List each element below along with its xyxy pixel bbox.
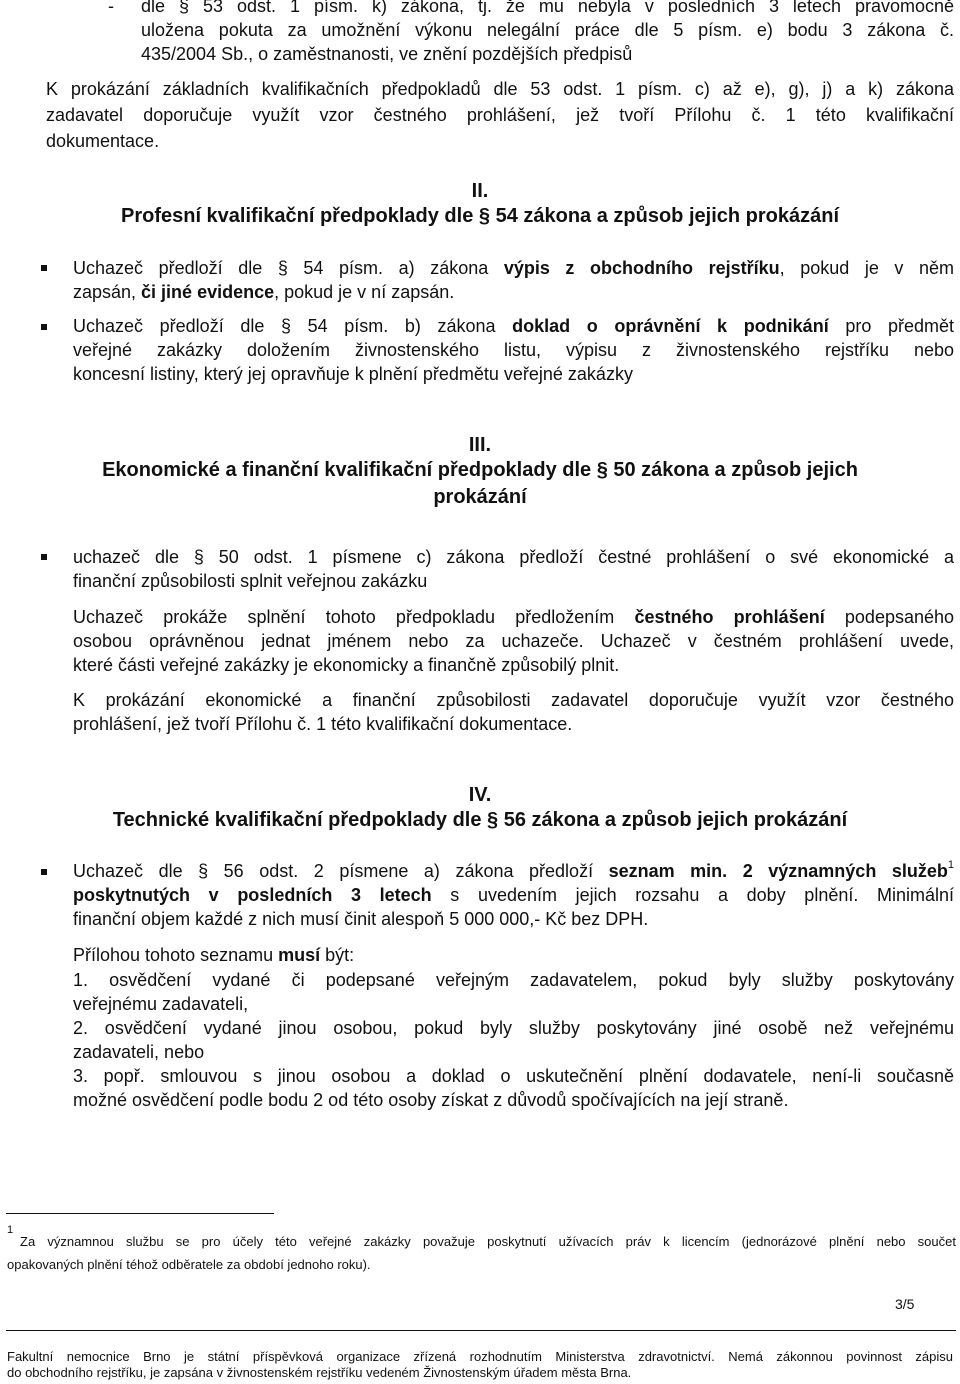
- section-3-title-line2: prokázání: [433, 486, 527, 508]
- s3-para1-line3: které části veřejné zakázky je ekonomicky a finančně způsobilý plnit.: [73, 655, 620, 675]
- s4-bullet1-line2: poskytnutých v posledních 3 letech s uvedením jejich rozsahu a doby plnění. Minimální: [73, 885, 955, 905]
- intro-line-3: dokumentace.: [46, 131, 160, 151]
- s4-item2-line2: zadavateli, nebo: [73, 1042, 205, 1062]
- continuation-line-1: dle § 53 odst. 1 písm. k) zákona, tj. že mu nebyla v posledních 3 letech pravomocně: [141, 0, 954, 16]
- footnote-separator: [6, 1213, 274, 1214]
- section-3-title-line1: Ekonomické a finanční kvalifikační předpoklady dle § 50 zákona a způsob jejich: [102, 459, 858, 481]
- s3-bullet1-line1: uchazeč dle § 50 odst. 1 písmene c) zákona předloží čestné prohlášení o své ekonomické a: [73, 547, 954, 567]
- s3-bullet1-line2: finanční způsobilosti splnit veřejnou zakázku: [73, 571, 428, 591]
- s3-para2-line2: prohlášení, jež tvoří Přílohu č. 1 této kvalifikační dokumentace.: [73, 714, 573, 734]
- footnote-line-2: opakovaných plnění téhož odběratele za období jednoho roku).: [7, 1257, 371, 1272]
- section-2-number: II.: [471, 180, 489, 202]
- continuation-line-2: uložena pokuta za umožnění výkonu nelegální práce dle 5 písm. e) bodu 3 zákona č.: [141, 20, 954, 40]
- section-2-title: Profesní kvalifikační předpoklady dle § 54 zákona a způsob jejich prokázání: [120, 205, 840, 227]
- s4-bullet1-line1: Uchazeč dle § 56 odst. 2 písmene a) zákona předloží seznam min. 2 významných služeb$^1$: [73, 859, 954, 881]
- bullet-marker: [41, 554, 47, 560]
- footnote-ref: 1: [947, 859, 954, 871]
- s4-item1-line1: 1. osvědčení vydané či podepsané veřejným zadavatelem, pokud byly služby poskytovány: [73, 970, 954, 990]
- section-3-number: III.: [468, 434, 492, 456]
- page-number: 3/5: [895, 1296, 915, 1312]
- s2-bullet1-line1: Uchazeč předloží dle § 54 písm. a) zákona výpis z obchodního rejstříku, pokud je v něm: [73, 258, 954, 278]
- s2-bullet1-line2: zapsán, či jiné evidence, pokud je v ní zapsán.: [73, 282, 455, 302]
- intro-line-1: K prokázání základních kvalifikačních předpokladů dle 53 odst. 1 písm. c) až e), g), j) a k) zákona: [46, 79, 954, 99]
- s4-attachment-intro: Přílohou tohoto seznamu musí být:: [73, 945, 355, 965]
- s4-item1-line2: veřejnému zadavateli,: [73, 994, 249, 1014]
- s2-bullet2-line3: koncesní listiny, který jej opravňuje k plnění předmětu veřejné zakázky: [73, 364, 633, 384]
- continuation-line-3: 435/2004 Sb., o zaměstnanosti, ve znění pozdějších předpisů: [141, 44, 633, 64]
- bullet-marker: [41, 265, 47, 271]
- s4-item2-line1: 2. osvědčení vydané jinou osobou, pokud byly služby poskytovány jiné osobě než veřejnému: [73, 1018, 954, 1038]
- continuation-dash: -: [108, 0, 114, 16]
- section-4-title: Technické kvalifikační předpoklady dle § 56 zákona a způsob jejich prokázání: [112, 809, 848, 831]
- s4-bullet1-line3: finanční objem každé z nich musí činit alespoň 5 000 000,- Kč bez DPH.: [73, 909, 649, 929]
- s3-para1-line1: Uchazeč prokáže splnění tohoto předpokladu předložením čestného prohlášení podepsaného: [73, 607, 955, 627]
- bullet-marker: [41, 869, 47, 875]
- bullet-marker: [41, 324, 47, 330]
- s2-bullet2-line1: Uchazeč předloží dle § 54 písm. b) zákona doklad o oprávnění k podnikání pro předmět: [73, 316, 954, 336]
- s4-item3-line2: možné osvědčení podle bodu 2 od této osoby získat z důvodů spočívajících na její straně.: [73, 1090, 789, 1110]
- s4-item3-line1: 3. popř. smlouvou s jinou osobou a doklad o uskutečnění plnění dodavatele, není-li současně: [73, 1066, 954, 1086]
- s3-para1-line2: osobou oprávněnou jednat jménem nebo za uchazeče. Uchazeč v čestném prohlášení uvede,: [73, 631, 954, 651]
- footer-line-2: do obchodního rejstříku, je zapsána v živnostenském rejstříku vedeném Živnostenským úřadem města Brna.: [7, 1365, 632, 1380]
- footnote-mark: 1: [7, 1224, 14, 1236]
- s2-bullet2-line2: veřejné zakázky doložením živnostenského listu, výpisu z živnostenského rejstříku nebo: [73, 340, 954, 360]
- intro-line-2: zadavatel doporučuje využít vzor čestného prohlášení, jež tvoří Přílohu č. 1 této kvalifikační: [46, 105, 954, 125]
- footnote-line-1: Za významnou službu se pro účely této veřejné zakázky považuje poskytnutí užívacích práv k licencím (jednorázové plnění nebo součet: [20, 1234, 956, 1249]
- s3-para2-line1: K prokázání ekonomické a finanční způsobilosti zadavatel doporučuje využít vzor čestného: [73, 690, 954, 710]
- section-4-number: IV.: [468, 784, 492, 806]
- footer-separator: [6, 1330, 956, 1331]
- footer-line-1: Fakultní nemocnice Brno je státní příspěvková organizace zřízená rozhodnutím Ministerstva zdravotnictví. Nemá zákonnou povinnost zápisu: [7, 1349, 953, 1364]
